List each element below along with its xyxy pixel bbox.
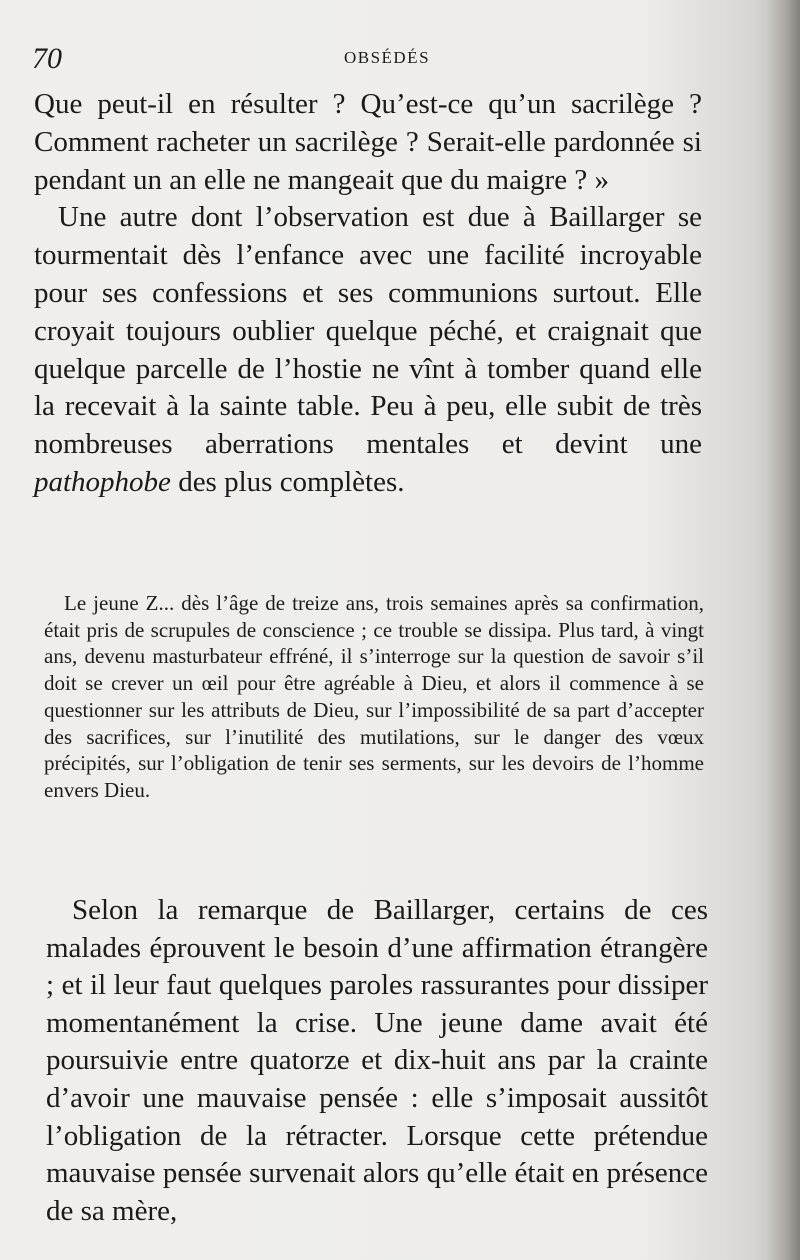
page-header	[32, 42, 742, 82]
main-text-top	[34, 86, 702, 502]
quote-paragraph: Le jeune Z... dès l’âge de treize ans, trois semaines après sa confirmation, était pris de scrupules de conscience ; ce trouble se dissipa. Plus tard, à vingt ans, devenu masturbateur effréné, il s’interroge sur la question de savoir s’il doit se crever un œil pour être agréable à Dieu, et alors il commence à se questionner sur les attributs de Dieu, sur l’impossibilité de sa part d’accepter des sacrifices, sur l’inutilité des mutilations, sur le danger des vœux précipités, sur l’obligation de tenir ses serments, sur les devoirs de l’homme envers Dieu.	[44, 591, 704, 802]
page-number: 70	[32, 42, 62, 75]
paragraph-baillarger-case	[34, 199, 702, 501]
paragraph-text: Une autre dont l’observation est due à Baillarger se tourmentait dès l’enfance avec une facilité incroyable pour ses confessions et ses communions surtout. Elle croyait toujours oublier quelque péché, et craignait que quelque parcelle de l’hostie ne vînt à tomber quand elle la recevait à la sainte table. Peu à peu, elle subit de très nombreuses aberrations mentales et devint une	[34, 201, 702, 461]
italic-term: pathophobe	[34, 465, 171, 498]
case-quote-small-text	[44, 590, 704, 804]
running-title: OBSÉDÉS	[343, 48, 431, 67]
paragraph-text-end: des plus complètes.	[170, 465, 405, 498]
main-text-bottom	[46, 892, 708, 1230]
page-spine-shadow	[766, 0, 800, 1260]
paragraph-continuation: Que peut-il en résulter ? Qu’est-ce qu’un sacrilège ? Comment racheter un sacrilège ? Serait-elle pardonnée si pendant un an elle ne mangeait que du maigre ? »	[34, 88, 702, 196]
paragraph-remark: Selon la remarque de Baillarger, certains de ces malades éprouvent le besoin d’une affirmation étrangère ; et il leur faut quelques paroles rassurantes pour dissiper momentanément la crise. Une jeune dame avait été poursuivie entre quatorze et dix-huit ans par la crainte d’avoir une mauvaise pensée : elle s’imposait aussitôt l’obligation de la rétracter. Lorsque cette prétendue mauvaise pensée survenait alors qu’elle était en présence de sa mère,	[46, 894, 708, 1227]
